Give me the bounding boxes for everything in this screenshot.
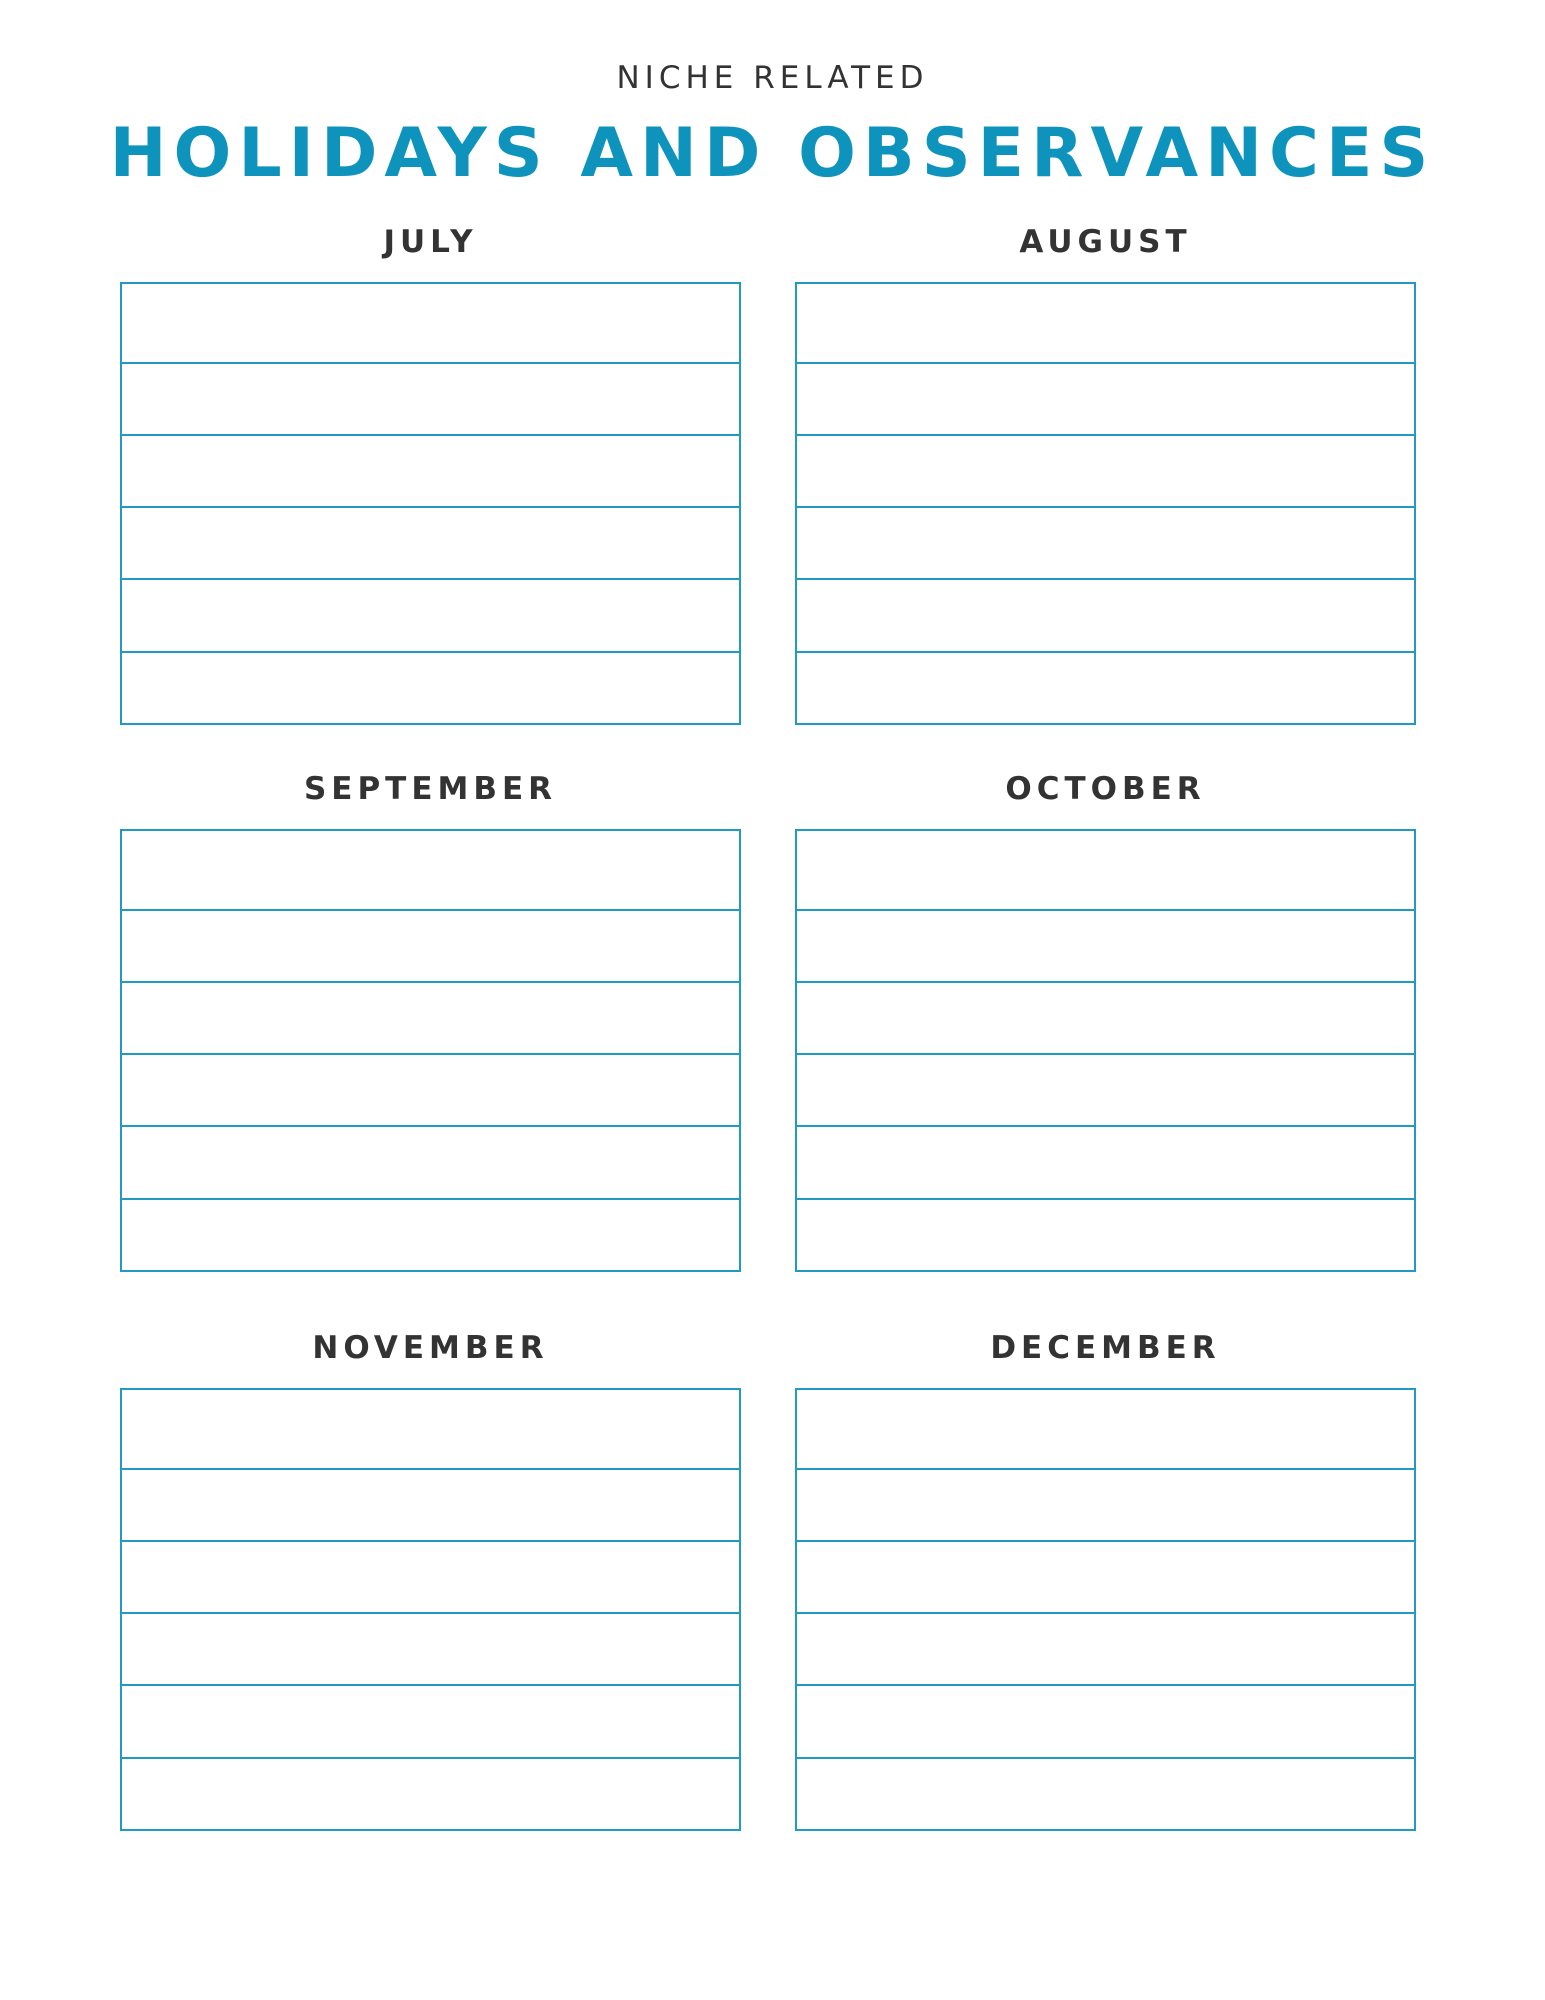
entry-line: [797, 578, 1414, 580]
entry-line: [122, 651, 739, 653]
month-label: DECEMBER: [990, 1330, 1221, 1366]
entry-line: [797, 506, 1414, 508]
entry-line: [797, 1757, 1414, 1759]
entry-box[interactable]: [795, 282, 1416, 725]
entry-line: [122, 1125, 739, 1127]
entry-line: [797, 651, 1414, 653]
entry-box[interactable]: [795, 829, 1416, 1272]
entry-line: [122, 909, 739, 911]
entry-line: [122, 1540, 739, 1542]
entry-line: [797, 1125, 1414, 1127]
month-label: NOVEMBER: [312, 1330, 549, 1366]
entry-line: [797, 1684, 1414, 1686]
entry-box[interactable]: [120, 1388, 741, 1831]
entry-line: [122, 1053, 739, 1055]
month-label: AUGUST: [1019, 224, 1192, 260]
entry-line: [797, 434, 1414, 436]
entry-line: [797, 1540, 1414, 1542]
entry-box[interactable]: [795, 1388, 1416, 1831]
entry-line: [797, 1612, 1414, 1614]
entry-line: [122, 1198, 739, 1200]
entry-line: [122, 1468, 739, 1470]
entry-line: [122, 362, 739, 364]
entry-line: [122, 981, 739, 983]
entry-line: [122, 578, 739, 580]
entry-line: [122, 1757, 739, 1759]
entry-line: [122, 1684, 739, 1686]
entry-box[interactable]: [120, 282, 741, 725]
entry-line: [797, 1053, 1414, 1055]
entry-line: [797, 981, 1414, 983]
month-label: OCTOBER: [1005, 771, 1206, 807]
page-title: HOLIDAYS AND OBSERVANCES: [109, 114, 1436, 193]
entry-line: [122, 506, 739, 508]
month-label: SEPTEMBER: [303, 771, 558, 807]
entry-line: [797, 1468, 1414, 1470]
page-subtitle: NICHE RELATED: [616, 60, 929, 96]
entry-line: [122, 434, 739, 436]
entry-box[interactable]: [120, 829, 741, 1272]
entry-line: [797, 909, 1414, 911]
entry-line: [797, 362, 1414, 364]
month-label: JULY: [383, 224, 478, 260]
entry-line: [122, 1612, 739, 1614]
entry-line: [797, 1198, 1414, 1200]
